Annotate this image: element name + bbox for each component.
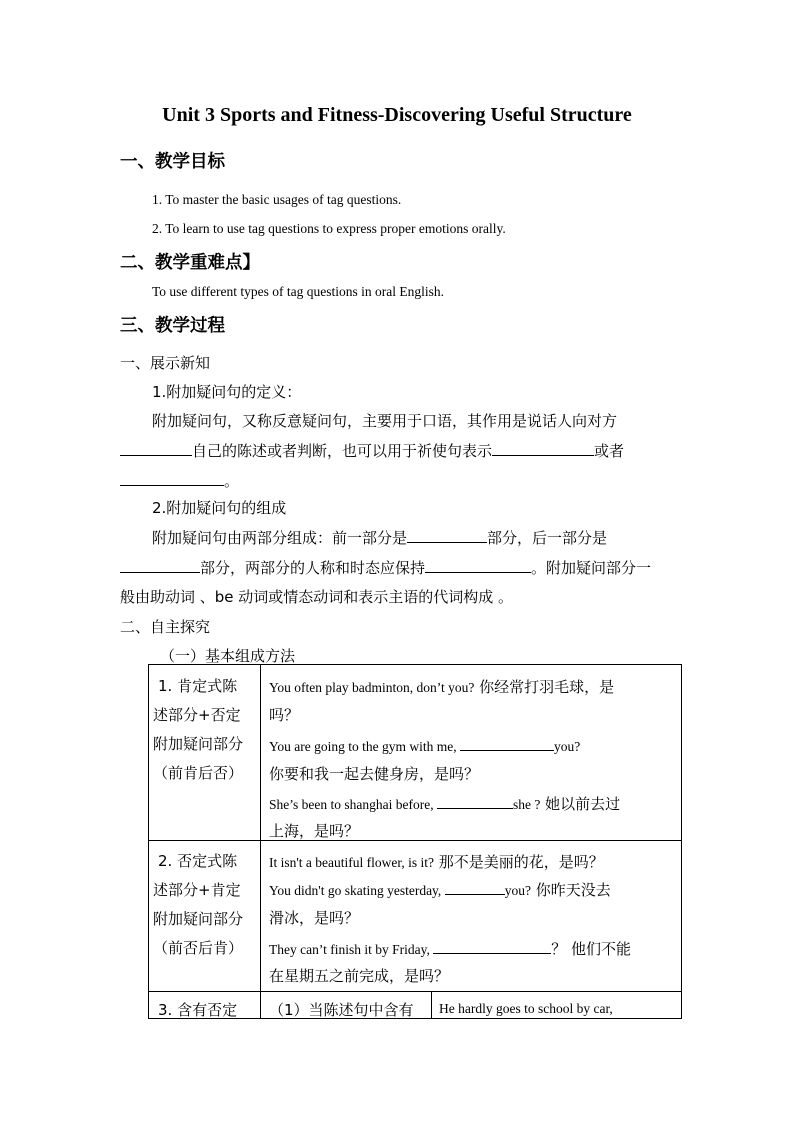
- fill-blank[interactable]: [445, 880, 505, 895]
- composition-line: 般由助动词 、be 动词或情态动词和表示主语的代词构成 。: [120, 588, 514, 606]
- row-label-cell: [149, 841, 261, 992]
- definition-line: 附加疑问句，又称反意疑问句，主要用于口语，其作用是说话人向对方: [152, 412, 618, 430]
- table-row: [149, 841, 682, 992]
- composition-title: 2.附加疑问句的组成: [152, 499, 287, 517]
- example-line: You are going to the gym with me, you?: [269, 736, 580, 755]
- example-cell: [261, 665, 682, 841]
- fill-blank[interactable]: [425, 558, 531, 573]
- example-line: 你要和我一起去健身房，是吗？: [269, 765, 480, 783]
- cell-divider: [431, 992, 432, 1018]
- row-label-line: 1. 肯定式陈: [158, 677, 238, 695]
- definition-line: 自己的陈述或者判断，也可以用于祈使句表示 或者: [120, 440, 624, 461]
- example-line: 滑冰，是吗？: [269, 909, 360, 927]
- example-line: You often play badminton, don’t you? 你经常打羽毛球，是: [269, 678, 615, 696]
- row-label-line: 3. 含有否定: [158, 1001, 238, 1019]
- table-row: [149, 665, 682, 841]
- sub-heading: （一）基本组成方法: [160, 647, 296, 665]
- definition-line: 。: [120, 470, 239, 491]
- example-line: You didn't go skating yesterday, you? 你昨天没去: [269, 881, 611, 899]
- example-cell: [261, 992, 682, 1019]
- fill-blank[interactable]: [120, 441, 192, 456]
- example-cell: [261, 841, 682, 992]
- example-line: He hardly goes to school by car,: [439, 1001, 613, 1016]
- row-label-cell: [149, 665, 261, 841]
- fill-blank[interactable]: [460, 736, 554, 751]
- example-line: 在星期五之前完成，是吗？: [269, 967, 450, 985]
- fill-blank[interactable]: [437, 794, 513, 809]
- tag-question-table: [148, 664, 682, 1019]
- example-line: 吗？: [269, 706, 300, 724]
- subsection-heading: 一、展示新知: [120, 354, 211, 372]
- fill-blank[interactable]: [407, 528, 487, 543]
- fill-blank[interactable]: [433, 939, 551, 954]
- row-label-line: （前否后肯）: [153, 939, 244, 957]
- table-row: [149, 992, 682, 1019]
- composition-line: 附加疑问句由两部分组成：前一部分是 部分，后一部分是: [152, 529, 608, 547]
- example-line: She’s been to shanghai before, she ? 她以前去过: [269, 795, 621, 813]
- example-line: 上海，是吗？: [269, 822, 360, 840]
- example-line: It isn't a beautiful flower, is it? 那不是美丽的花，是吗？: [269, 853, 604, 871]
- example-line: They can’t finish it by Friday, ？ 他们不能: [269, 940, 632, 958]
- section-heading-objectives: 一、教学目标: [120, 152, 225, 172]
- composition-line: 部分，两部分的人称和时态应保持 。附加疑问部分一: [120, 557, 651, 578]
- example-line: （1）当陈述句中含有: [269, 1001, 414, 1019]
- document-title: Unit 3 Sports and Fitness-Discovering Useful Structure: [162, 104, 632, 126]
- row-label-line: 述部分+否定: [153, 706, 241, 724]
- objective-item: 1. To master the basic usages of tag questions.: [152, 192, 402, 207]
- row-label-cell: [149, 992, 261, 1019]
- fill-blank[interactable]: [492, 441, 594, 456]
- section-heading-key-points: 二、教学重难点】: [120, 253, 260, 273]
- row-label-line: 附加疑问部分: [153, 910, 244, 928]
- row-label-line: 述部分+肯定: [153, 881, 241, 899]
- row-label-line: （前肯后否）: [153, 764, 244, 782]
- subsection-heading: 二、自主探究: [120, 618, 211, 636]
- row-label-line: 2. 否定式陈: [158, 852, 238, 870]
- fill-blank[interactable]: [120, 471, 224, 486]
- key-points-text: To use different types of tag questions in oral English.: [152, 284, 445, 299]
- objective-item: 2. To learn to use tag questions to express proper emotions orally.: [152, 221, 506, 236]
- section-heading-process: 三、教学过程: [120, 316, 225, 336]
- definition-title: 1.附加疑问句的定义：: [152, 383, 302, 401]
- row-label-line: 附加疑问部分: [153, 735, 244, 753]
- fill-blank[interactable]: [120, 558, 200, 573]
